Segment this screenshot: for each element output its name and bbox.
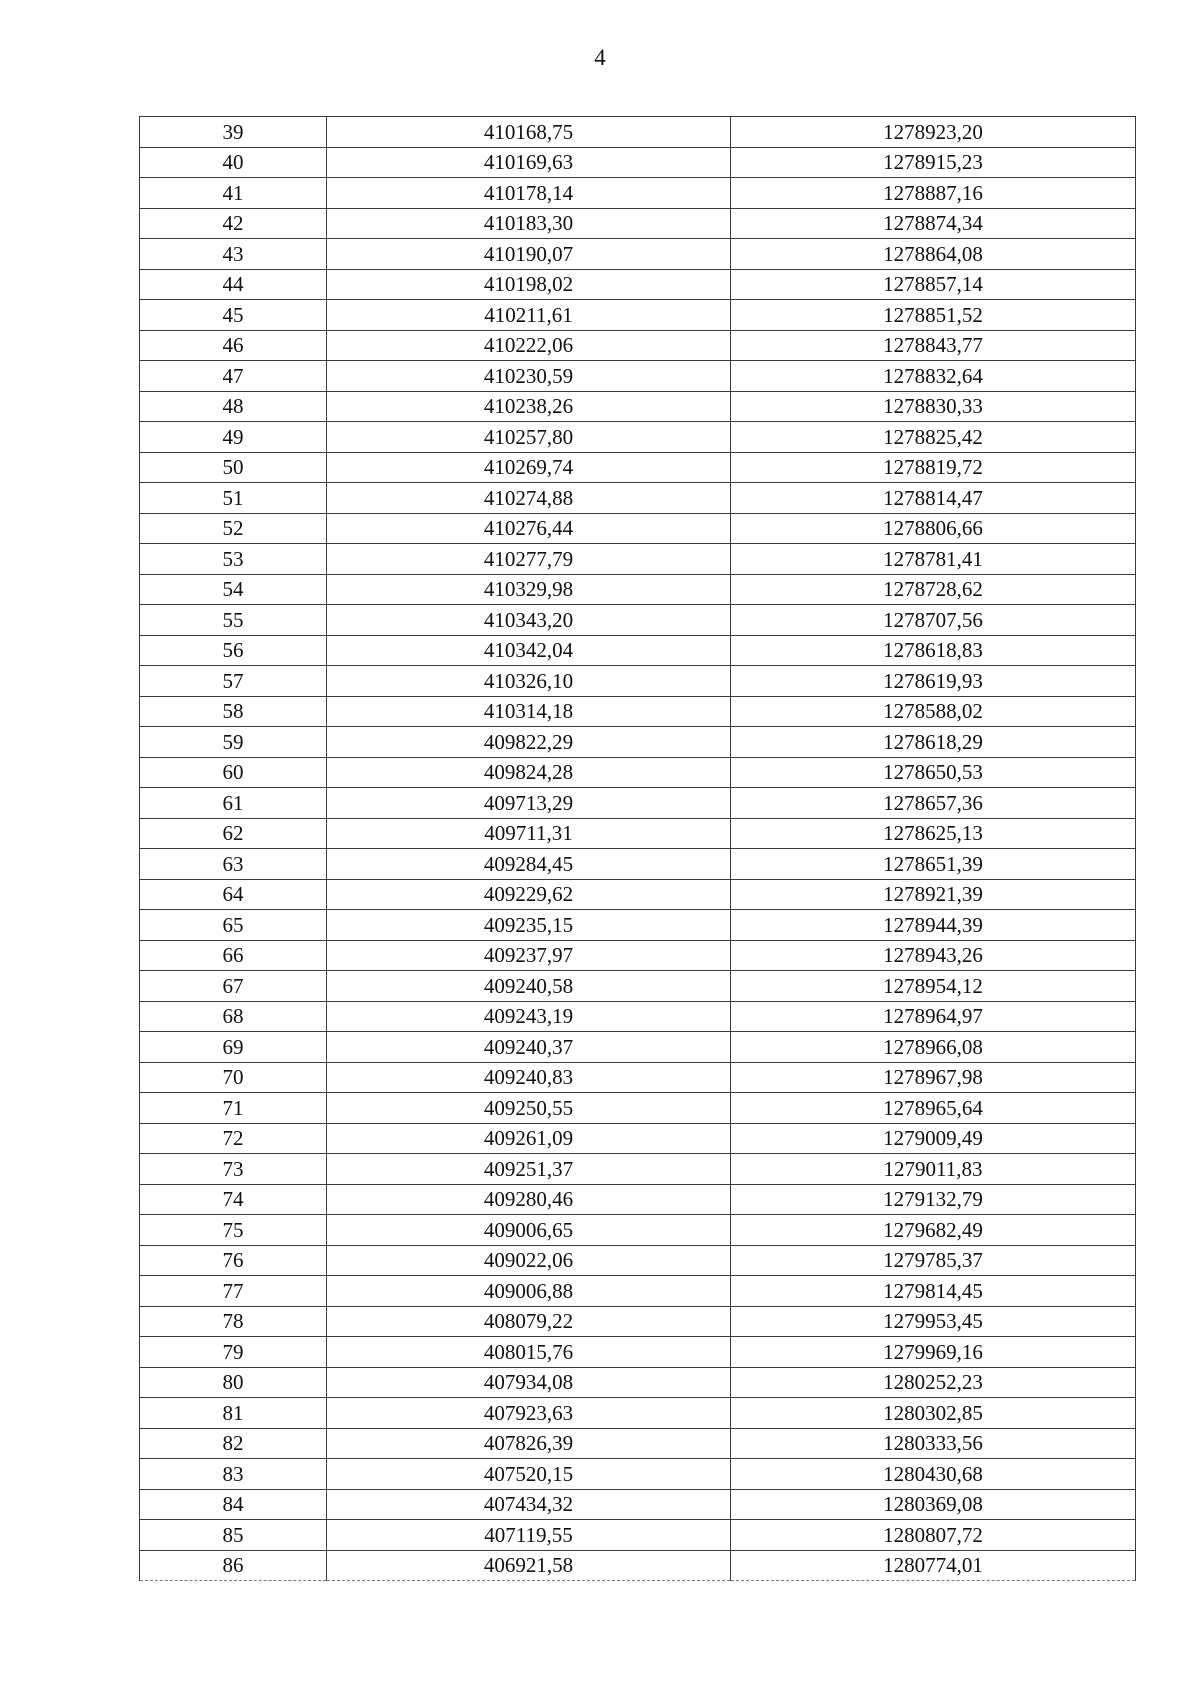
point-number-cell: 85 [140,1520,327,1551]
x-coordinate-cell: 409822,29 [327,727,731,758]
x-coordinate-cell: 409006,88 [327,1276,731,1307]
y-coordinate-cell: 1278843,77 [731,330,1136,361]
y-coordinate-cell: 1279011,83 [731,1154,1136,1185]
y-coordinate-cell: 1278625,13 [731,818,1136,849]
y-coordinate-cell: 1278825,42 [731,422,1136,453]
x-coordinate-cell: 410276,44 [327,513,731,544]
point-number-cell: 79 [140,1337,327,1368]
table-row [140,666,1136,697]
coordinates-table [139,116,1136,1581]
table-row [140,574,1136,605]
table-row [140,1062,1136,1093]
x-coordinate-cell: 409713,29 [327,788,731,819]
point-number-cell: 41 [140,178,327,209]
page-number: 4 [594,45,606,70]
y-coordinate-cell: 1278806,66 [731,513,1136,544]
point-number-cell: 39 [140,117,327,148]
y-coordinate-cell: 1278814,47 [731,483,1136,514]
x-coordinate-cell: 410274,88 [327,483,731,514]
table-row [140,1398,1136,1429]
y-coordinate-cell: 1279009,49 [731,1123,1136,1154]
x-coordinate-cell: 407923,63 [327,1398,731,1429]
x-coordinate-cell: 410329,98 [327,574,731,605]
point-number-cell: 81 [140,1398,327,1429]
point-number-cell: 57 [140,666,327,697]
point-number-cell: 66 [140,940,327,971]
x-coordinate-cell: 409261,09 [327,1123,731,1154]
y-coordinate-cell: 1278874,34 [731,208,1136,239]
x-coordinate-cell: 410211,61 [327,300,731,331]
y-coordinate-cell: 1280807,72 [731,1520,1136,1551]
x-coordinate-cell: 410222,06 [327,330,731,361]
y-coordinate-cell: 1278832,64 [731,361,1136,392]
table-row [140,1306,1136,1337]
table-row [140,269,1136,300]
x-coordinate-cell: 410198,02 [327,269,731,300]
x-coordinate-cell: 409824,28 [327,757,731,788]
x-coordinate-cell: 409240,37 [327,1032,731,1063]
point-number-cell: 59 [140,727,327,758]
y-coordinate-cell: 1279785,37 [731,1245,1136,1276]
point-number-cell: 47 [140,361,327,392]
point-number-cell: 45 [140,300,327,331]
table-row [140,1123,1136,1154]
point-number-cell: 58 [140,696,327,727]
point-number-cell: 46 [140,330,327,361]
point-number-cell: 54 [140,574,327,605]
point-number-cell: 72 [140,1123,327,1154]
point-number-cell: 64 [140,879,327,910]
x-coordinate-cell: 407119,55 [327,1520,731,1551]
table-row [140,605,1136,636]
y-coordinate-cell: 1279814,45 [731,1276,1136,1307]
table-row [140,117,1136,148]
table-row [140,1245,1136,1276]
y-coordinate-cell: 1279953,45 [731,1306,1136,1337]
x-coordinate-cell: 409711,31 [327,818,731,849]
table-row [140,1520,1136,1551]
y-coordinate-cell: 1278619,93 [731,666,1136,697]
y-coordinate-cell: 1278618,83 [731,635,1136,666]
table-row [140,1032,1136,1063]
table-row [140,1001,1136,1032]
x-coordinate-cell: 408079,22 [327,1306,731,1337]
y-coordinate-cell: 1280333,56 [731,1428,1136,1459]
table-row [140,971,1136,1002]
y-coordinate-cell: 1280369,08 [731,1489,1136,1520]
point-number-cell: 73 [140,1154,327,1185]
x-coordinate-cell: 410257,80 [327,422,731,453]
x-coordinate-cell: 409250,55 [327,1093,731,1124]
table-row [140,1276,1136,1307]
y-coordinate-cell: 1278964,97 [731,1001,1136,1032]
table-row [140,483,1136,514]
table-row [140,422,1136,453]
table-row [140,1093,1136,1124]
point-number-cell: 56 [140,635,327,666]
y-coordinate-cell: 1278954,12 [731,971,1136,1002]
x-coordinate-cell: 407434,32 [327,1489,731,1520]
point-number-cell: 83 [140,1459,327,1490]
x-coordinate-cell: 410326,10 [327,666,731,697]
y-coordinate-cell: 1278830,33 [731,391,1136,422]
table-row [140,910,1136,941]
x-coordinate-cell: 409235,15 [327,910,731,941]
table-row [140,879,1136,910]
y-coordinate-cell: 1278657,36 [731,788,1136,819]
y-coordinate-cell: 1278864,08 [731,239,1136,270]
table-row [140,818,1136,849]
y-coordinate-cell: 1278966,08 [731,1032,1136,1063]
y-coordinate-cell: 1278944,39 [731,910,1136,941]
table-row [140,1184,1136,1215]
point-number-cell: 86 [140,1550,327,1581]
point-number-cell: 55 [140,605,327,636]
point-number-cell: 63 [140,849,327,880]
table-row [140,1367,1136,1398]
point-number-cell: 80 [140,1367,327,1398]
x-coordinate-cell: 410183,30 [327,208,731,239]
y-coordinate-cell: 1278618,29 [731,727,1136,758]
x-coordinate-cell: 409229,62 [327,879,731,910]
table-row [140,239,1136,270]
table-row [140,1550,1136,1581]
table-row [140,1459,1136,1490]
point-number-cell: 49 [140,422,327,453]
point-number-cell: 51 [140,483,327,514]
point-number-cell: 82 [140,1428,327,1459]
x-coordinate-cell: 409284,45 [327,849,731,880]
table-row [140,1489,1136,1520]
x-coordinate-cell: 409251,37 [327,1154,731,1185]
y-coordinate-cell: 1279682,49 [731,1215,1136,1246]
x-coordinate-cell: 409280,46 [327,1184,731,1215]
table-row [140,635,1136,666]
y-coordinate-cell: 1278915,23 [731,147,1136,178]
point-number-cell: 61 [140,788,327,819]
x-coordinate-cell: 410342,04 [327,635,731,666]
y-coordinate-cell: 1278923,20 [731,117,1136,148]
y-coordinate-cell: 1280302,85 [731,1398,1136,1429]
y-coordinate-cell: 1279132,79 [731,1184,1136,1215]
table-row [140,757,1136,788]
x-coordinate-cell: 410178,14 [327,178,731,209]
x-coordinate-cell: 409237,97 [327,940,731,971]
y-coordinate-cell: 1278921,39 [731,879,1136,910]
point-number-cell: 67 [140,971,327,1002]
point-number-cell: 84 [140,1489,327,1520]
y-coordinate-cell: 1278651,39 [731,849,1136,880]
table-row [140,788,1136,819]
x-coordinate-cell: 409240,83 [327,1062,731,1093]
y-coordinate-cell: 1280252,23 [731,1367,1136,1398]
point-number-cell: 75 [140,1215,327,1246]
y-coordinate-cell: 1278728,62 [731,574,1136,605]
table-row [140,696,1136,727]
point-number-cell: 74 [140,1184,327,1215]
point-number-cell: 65 [140,910,327,941]
x-coordinate-cell: 410277,79 [327,544,731,575]
point-number-cell: 44 [140,269,327,300]
point-number-cell: 52 [140,513,327,544]
y-coordinate-cell: 1278781,41 [731,544,1136,575]
y-coordinate-cell: 1278943,26 [731,940,1136,971]
y-coordinate-cell: 1278707,56 [731,605,1136,636]
table-row [140,147,1136,178]
x-coordinate-cell: 409022,06 [327,1245,731,1276]
point-number-cell: 53 [140,544,327,575]
table-row [140,544,1136,575]
x-coordinate-cell: 407934,08 [327,1367,731,1398]
x-coordinate-cell: 410190,07 [327,239,731,270]
table-row [140,391,1136,422]
point-number-cell: 69 [140,1032,327,1063]
x-coordinate-cell: 410269,74 [327,452,731,483]
y-coordinate-cell: 1278650,53 [731,757,1136,788]
y-coordinate-cell: 1278965,64 [731,1093,1136,1124]
point-number-cell: 40 [140,147,327,178]
point-number-cell: 76 [140,1245,327,1276]
x-coordinate-cell: 410343,20 [327,605,731,636]
table-row [140,330,1136,361]
x-coordinate-cell: 407826,39 [327,1428,731,1459]
point-number-cell: 43 [140,239,327,270]
point-number-cell: 50 [140,452,327,483]
point-number-cell: 60 [140,757,327,788]
x-coordinate-cell: 410168,75 [327,117,731,148]
y-coordinate-cell: 1278588,02 [731,696,1136,727]
y-coordinate-cell: 1280774,01 [731,1550,1136,1581]
table-row [140,940,1136,971]
point-number-cell: 71 [140,1093,327,1124]
point-number-cell: 62 [140,818,327,849]
table-row [140,1154,1136,1185]
table-row [140,300,1136,331]
y-coordinate-cell: 1278887,16 [731,178,1136,209]
x-coordinate-cell: 410314,18 [327,696,731,727]
point-number-cell: 48 [140,391,327,422]
table-row [140,513,1136,544]
y-coordinate-cell: 1280430,68 [731,1459,1136,1490]
table-row [140,1215,1136,1246]
point-number-cell: 68 [140,1001,327,1032]
point-number-cell: 70 [140,1062,327,1093]
y-coordinate-cell: 1278857,14 [731,269,1136,300]
x-coordinate-cell: 408015,76 [327,1337,731,1368]
table-row [140,452,1136,483]
y-coordinate-cell: 1278851,52 [731,300,1136,331]
table-row [140,1337,1136,1368]
point-number-cell: 77 [140,1276,327,1307]
x-coordinate-cell: 410230,59 [327,361,731,392]
coordinates-table-body [140,117,1136,1581]
table-row [140,849,1136,880]
x-coordinate-cell: 410169,63 [327,147,731,178]
x-coordinate-cell: 410238,26 [327,391,731,422]
table-row [140,727,1136,758]
point-number-cell: 42 [140,208,327,239]
table-row [140,1428,1136,1459]
x-coordinate-cell: 406921,58 [327,1550,731,1581]
x-coordinate-cell: 407520,15 [327,1459,731,1490]
y-coordinate-cell: 1278819,72 [731,452,1136,483]
x-coordinate-cell: 409240,58 [327,971,731,1002]
x-coordinate-cell: 409243,19 [327,1001,731,1032]
y-coordinate-cell: 1278967,98 [731,1062,1136,1093]
table-row [140,178,1136,209]
table-row [140,361,1136,392]
point-number-cell: 78 [140,1306,327,1337]
y-coordinate-cell: 1279969,16 [731,1337,1136,1368]
table-row [140,208,1136,239]
x-coordinate-cell: 409006,65 [327,1215,731,1246]
